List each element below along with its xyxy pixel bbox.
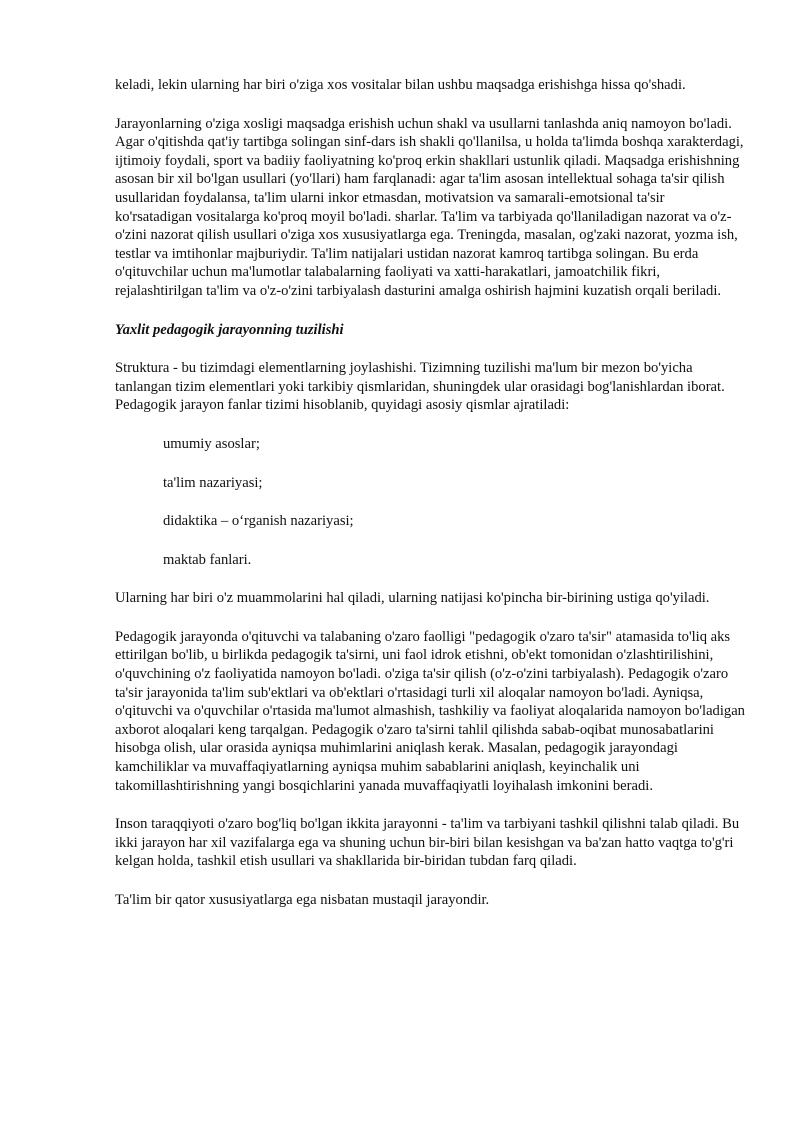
paragraph-structure: Struktura - bu tizimdagi elementlarning joylashishi. Tizimning tuzilishi ma'lum bir mezon bo'yicha tanlangan tizim elementlari yoki tarkibiy qismlaridan, shuningdek ular orasidagi bog'lanishlardan iborat. Pedagogik jarayon fanlar tizimi hisoblanib, quyidagi asosiy qismlar ajratiladi: [115,360,725,414]
list-item-education-theory: ta'lim nazariyasi; [163,474,263,491]
list-item-general-foundations: umumiy asoslar; [163,435,260,452]
list-item-didactics: didaktika – o‘rganish nazariyasi; [163,513,354,530]
paragraph-pedagogical-interaction: Pedagogik jarayonda o'qituvchi va talabaning o'zaro faolligi "pedagogik o'zaro ta'sir" atamasida to'liq aks ettirilgan bo'lib, u birlikda pedagogik ta'sirni, uni faol idrok etishni, ob'ekt tomonidan o'zlashtirilishini, o'quvchining o'z faoliyatida namoyon bo'ladi. o'ziga ta'sir qilish (o'z-o'zini tarbiyalash). Pedagogik o'zaro ta'sir jarayonida ta'lim sub'ektlari va ob'ektlari o'rtasidagi turli xil aloqalar namoyon bo'ladi. Ayniqsa, o'qituvchi va o'quvchilar o'rtasida ma'lumot almashish, tashkiliy va faoliyat aloqalarida namoyon bo'ladigan axborot aloqalari keng tarqalgan. Pedagogik o'zaro ta'sirni tahlil qilishda sabab-oqibat munosabatlarini hisobga olish, ular orasida ayniqsa muhimlarini aniqlash kerak. Masalan, pedagogik jarayondagi kamchiliklar va muvaffaqiyatlarning ayniqsa muhim sabablarini aniqlash, keyinchalik uni takomillashtirishning yangi bosqichlarini yanada muvaffaqiyatli loyihalash imkonini beradi. [115,628,745,794]
document-page [115,76,745,930]
paragraph-education-process: Ta'lim bir qator xususiyatlarga ega nisbatan mustaqil jarayondir. [115,892,490,908]
section-heading: Yaxlit pedagogik jarayonning tuzilishi [115,321,344,338]
list-item-school-subjects: maktab fanlari. [163,551,252,568]
paragraph-human-development: Inson taraqqiyoti o'zaro bog'liq bo'lgan ikkita jarayonni - ta'lim va tarbiyani tashkil qilishni talab qiladi. Bu ikki jarayon har xil vazifalarga ega va shuning uchun bir-biri bilan kesishgan va ba'zan hatto vaqtga to'g'ri kelgan holda, tashkil etish usullari va shakllarida bir-biridan tubdan farq qiladi. [115,816,740,870]
paragraph-continuation: keladi, lekin ularning har biri o'ziga xos vositalar bilan ushbu maqsadga erishishga hissa qo'shadi. [115,77,686,93]
paragraph-problems: Ularning har biri o'z muammolarini hal qiladi, ularning natijasi ko'pincha bir-birining ustiga qo'yiladi. [115,590,710,607]
paragraph-specificity: Jarayonlarning o'ziga xosligi maqsadga erishish uchun shakl va usullarni tanlashda aniq namoyon bo'ladi. Agar o'qitishda qat'iy tartibga solingan sinf-dars ish shakli qo'llanilsa, u holda ta'limda boshqa xarakterdagi, ijtimoiy foydali, sport va badiiy faoliyatning ko'proq erkin shakllari ustunlik qiladi. Maqsadga erishishning asosan bir xil bo'lgan usullari (yo'llari) ham farqlanadi: agar ta'lim asosan intellektual sohaga ta'sir qilish usullaridan foydalansa, ta'lim ularni inkor etmasdan, motivatsion va samarali-emotsional ta'sir ko'rsatadigan vositalarga ko'proq moyil bo'ladi. sharlar. Ta'lim va tarbiyada qo'llaniladigan nazorat va o'z-o'zini nazorat qilish usullari o'ziga xos xususiyatlarga ega. Treningda, masalan, og'zaki nazorat, yozma ish, testlar va imtihonlar majburiydir. Ta'lim natijalari ustidan nazorat kamroq tartibga solingan. Bu erda o'qituvchilar uchun ma'lumotlar talabalarning faoliyati va xatti-harakatlari, jamoatchilik fikri, rejalashtirilgan ta'lim va o'z-o'zini tarbiyalash dasturini amalga oshirish hajmini kuzatish orqali beriladi. [115,115,744,299]
